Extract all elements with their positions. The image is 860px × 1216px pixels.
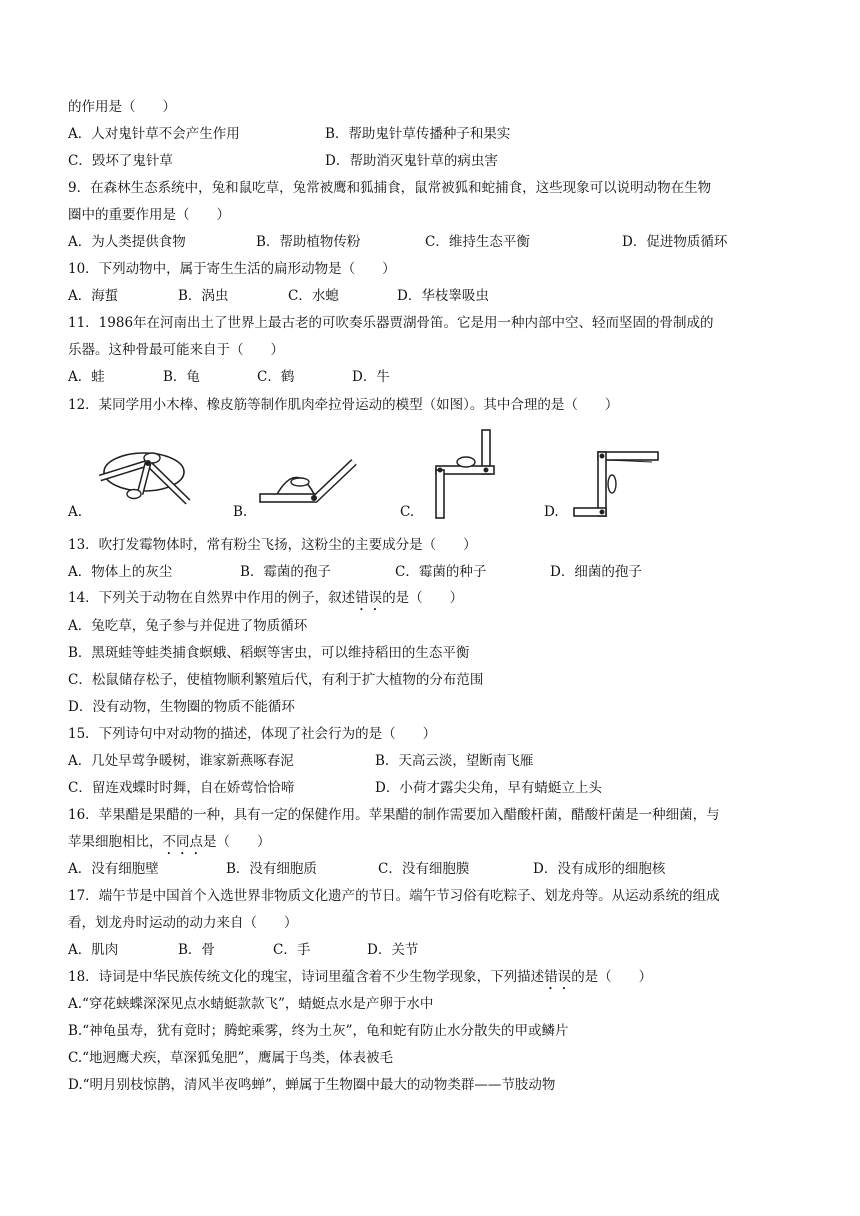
q8-option-d: D．帮助消灭鬼针草的病虫害 bbox=[325, 153, 498, 169]
q15-stem: 15．下列诗句中对动物的描述，体现了社会行为的是（ ） bbox=[68, 726, 437, 742]
q14-option-b: B．黑斑蛙等蛙类捕食螟蛾、稻螟等害虫，可以维持稻田的生态平衡 bbox=[68, 645, 470, 661]
q11-option-a: A．蛙 bbox=[68, 369, 105, 385]
q14-option-a: A．兔吃草，兔子参与并促进了物质循环 bbox=[68, 618, 308, 634]
q9-stem-line1: 9．在森林生态系统中，兔和鼠吃草，兔常被鹰和狐捕食，鼠常被狐和蛇捕食，这些现象可以说明动物在生物 bbox=[68, 180, 712, 196]
q9-stem-line2: 圈中的重要作用是（ ） bbox=[68, 207, 230, 223]
q10-option-a: A．海蜇 bbox=[68, 288, 119, 304]
q18-option-a: A.“穿花蛱蝶深深见点水蜻蜓款款飞”，蜻蜓点水是产卵于水中 bbox=[68, 996, 434, 1012]
q11-stem-line1: 11．1986年在河南出土了世界上最古老的可吹奏乐器贾湖骨笛。它是用一种内部中空、轻而坚固的骨制成的 bbox=[68, 315, 714, 331]
q16-option-a: A．没有细胞壁 bbox=[68, 861, 159, 877]
q18-option-d: D.“明月别枝惊鹊，清风半夜鸣蝉”，蝉属于生物圈中最大的动物类群——节肢动物 bbox=[68, 1077, 556, 1093]
q11-option-b: B．龟 bbox=[163, 369, 200, 385]
q18-option-b: B.“神龟虽寿，犹有竟时；腾蛇乘雾，终为土灰”，龟和蛇有防止水分散失的甲或鳞片 bbox=[68, 1023, 569, 1039]
q14-option-c: C．松鼠储存松子，使植物顺利繁殖后代，有利于扩大植物的分布范围 bbox=[68, 672, 484, 688]
q10-stem: 10．下列动物中，属于寄生生活的扁形动物是（ ） bbox=[68, 261, 396, 277]
q13-option-a: A．物体上的灰尘 bbox=[68, 564, 173, 580]
q15-option-c: C．留连戏蝶时时舞，自在娇莺恰恰啼 bbox=[68, 780, 295, 796]
q8-option-c: C．毁坏了鬼针草 bbox=[68, 153, 173, 169]
q9-option-b: B．帮助植物传粉 bbox=[256, 234, 361, 250]
q10-option-b: B．涡虫 bbox=[178, 288, 229, 304]
q14-stem: 14．下列关于动物在自然界中作用的例子，叙述错误的是（ ） bbox=[68, 590, 464, 606]
q12-figure-d bbox=[572, 450, 666, 522]
q15-option-d: D．小荷才露尖尖角，早有蜻蜓立上头 bbox=[375, 780, 602, 796]
q16-stem-line1: 16．苹果醋是果醋的一种，具有一定的保健作用。苹果醋的制作需要加入醋酸杆菌，醋酸杆菌是一种细菌，与 bbox=[68, 807, 720, 823]
q12-figure-a-label: A. bbox=[68, 504, 83, 520]
q10-option-c: C．水螅 bbox=[288, 288, 339, 304]
q9-option-a: A．为人类提供食物 bbox=[68, 234, 186, 250]
q18-emphasis: 错误 bbox=[544, 969, 572, 985]
q17-option-b: B．骨 bbox=[178, 942, 215, 958]
q11-stem-line2: 乐器。这种骨最可能来自于（ ） bbox=[68, 342, 284, 358]
q8-stem-tail: 的作用是（ ） bbox=[68, 99, 176, 115]
q12-figure-c-label: C. bbox=[400, 504, 415, 520]
q8-option-b: B．帮助鬼针草传播种子和果实 bbox=[325, 126, 511, 142]
q14-emphasis: 错误 bbox=[355, 590, 383, 606]
q16-option-d: D．没有成形的细胞核 bbox=[533, 861, 666, 877]
q9-option-c: C．维持生态平衡 bbox=[425, 234, 530, 250]
q15-option-b: B．天高云淡，望断南飞雁 bbox=[375, 753, 534, 769]
q13-option-d: D．细菌的孢子 bbox=[550, 564, 642, 580]
q12-figure-d-label: D. bbox=[544, 504, 559, 520]
q15-option-a: A．几处早莺争暖树，谁家新燕啄春泥 bbox=[68, 753, 294, 769]
q12-stem: 12．某同学用小木棒、橡皮筋等制作肌肉牵拉骨运动的模型（如图）。其中合理的是（ ） bbox=[68, 397, 619, 413]
q17-stem-line2: 看，划龙舟时运动的动力来自（ ） bbox=[68, 915, 298, 931]
q11-option-d: D．牛 bbox=[352, 369, 390, 385]
q8-option-a: A．人对鬼针草不会产生作用 bbox=[68, 126, 240, 142]
q9-option-d: D．促进物质循环 bbox=[622, 234, 728, 250]
q17-option-d: D．关节 bbox=[367, 942, 419, 958]
q17-option-a: A．肌肉 bbox=[68, 942, 119, 958]
q12-figure-b bbox=[256, 452, 360, 510]
q18-option-c: C.“地迥鹰犬疾，草深狐兔肥”，鹰属于鸟类，体表被毛 bbox=[68, 1050, 393, 1066]
q12-figure-a bbox=[96, 450, 196, 506]
q12-figure-c bbox=[430, 428, 500, 520]
q13-option-c: C．霉菌的种子 bbox=[395, 564, 487, 580]
q17-stem-line1: 17．端午节是中国首个入选世界非物质文化遗产的节日。端午节习俗有吃粽子、划龙舟等。从运动系统的组成 bbox=[68, 888, 720, 904]
q10-option-d: D．华枝睾吸虫 bbox=[397, 288, 489, 304]
q16-emphasis: 不同点 bbox=[162, 834, 203, 850]
q11-option-c: C．鹤 bbox=[257, 369, 295, 385]
q16-stem-line2: 苹果细胞相比，不同点是（ ） bbox=[68, 834, 271, 850]
q16-option-c: C．没有细胞膜 bbox=[378, 861, 470, 877]
q14-option-d: D．没有动物，生物圈的物质不能循环 bbox=[68, 699, 295, 715]
q16-option-b: B．没有细胞质 bbox=[226, 861, 317, 877]
q17-option-c: C．手 bbox=[273, 942, 311, 958]
q18-stem: 18．诗词是中华民族传统文化的瑰宝，诗词里蕴含着不少生物学现象，下列描述错误的是（ ） bbox=[68, 969, 653, 985]
q12-figure-b-label: B. bbox=[233, 504, 248, 520]
q13-stem: 13．吹打发霉物体时，常有粉尘飞扬，这粉尘的主要成分是（ ） bbox=[68, 537, 477, 553]
q13-option-b: B．霉菌的孢子 bbox=[240, 564, 331, 580]
